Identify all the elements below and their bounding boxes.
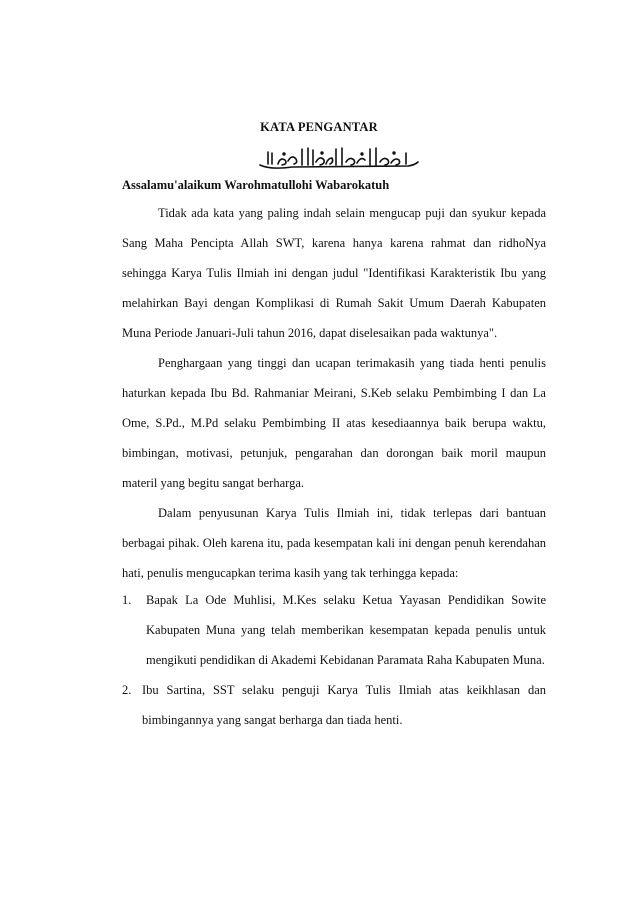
list-item bbox=[122, 675, 546, 735]
page-title: KATA PENGANTAR bbox=[260, 120, 378, 134]
body-text bbox=[122, 198, 546, 588]
greeting: Assalamu'alaikum Warohmatullohi Wabarokatuh bbox=[122, 178, 390, 192]
list-item-text: Bapak La Ode Muhlisi, M.Kes selaku Ketua Yayasan Pendidikan Sowite Kabupaten Muna yang telah memberikan kesempatan kepada penulis untuk mengikuti pendidikan di Akademi Kebidanan Paramata Raha Kabupaten Muna. bbox=[146, 593, 546, 667]
basmala-calligraphy bbox=[258, 144, 420, 172]
list-item-text: Ibu Sartina, SST selaku penguji Karya Tulis Ilmiah atas keikhlasan dan bimbingannya yang sangat berharga dan tiada henti. bbox=[142, 683, 546, 727]
list-item bbox=[122, 585, 546, 675]
paragraph-3: Dalam penyusunan Karya Tulis Ilmiah ini, tidak terlepas dari bantuan berbagai pihak. Oleh karena itu, pada kesempatan kali ini dengan penuh kerendahan hati, penulis mengucapkan terima kasih yang tak terhingga kepada: bbox=[122, 506, 546, 580]
paragraph-1: Tidak ada kata yang paling indah selain mengucap puji dan syukur kepada Sang Maha Pencipta Allah SWT, karena hanya karena rahmat dan ridhoNya sehingga Karya Tulis Ilmiah ini dengan judul "Identifikasi Karakteristik Ibu yang melahirkan Bayi dengan Komplikasi di Rumah Sakit Umum Daerah Kabupaten Muna Periode Januari-Juli tahun 2016, dapat diselesaikan pada waktunya". bbox=[122, 206, 546, 340]
list-item-number: 2. bbox=[122, 683, 132, 697]
acknowledgement-list bbox=[122, 585, 546, 735]
list-item-number: 1. bbox=[122, 593, 132, 607]
paragraph-2: Penghargaan yang tinggi dan ucapan terimakasih yang tiada henti penulis haturkan kepada Ibu Bd. Rahmaniar Meirani, S.Keb selaku Pembimbing I dan La Ome, S.Pd., M.Pd selaku Pembimbing II atas kesediaannya baik berupa waktu, bimbingan, motivasi, petunjuk, pengarahan dan dorongan baik moril maupun materil yang begitu sangat berharga. bbox=[122, 356, 546, 490]
